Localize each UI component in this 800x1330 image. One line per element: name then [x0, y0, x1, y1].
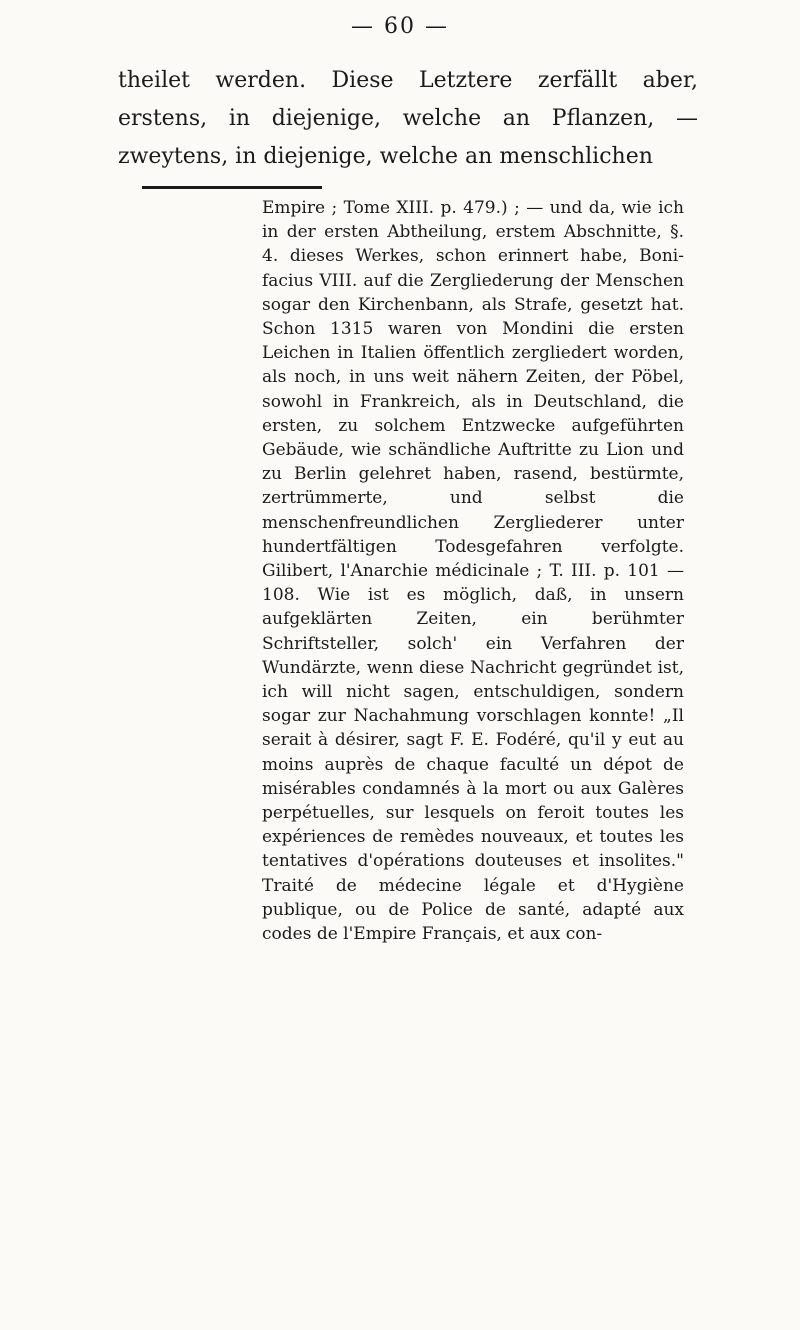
main-text: theilet werden. Diese Letztere zerfällt aber, erstens, in diejenige, welche an Pflanzen, — zweytens, in diejenige, welche an menschlichen [118, 68, 698, 169]
footnote-separator [142, 186, 322, 189]
page-number: — 60 — [351, 14, 449, 39]
footnote-text: Empire ; Tome XIII. p. 479.) ; — und da, wie ich in der ersten Abtheilung, erstem Abschnitte, §. 4. dieses Werkes, schon erinnert habe, Boni-facius VIII. auf die Zergliederung der Menschen sogar den Kirchenbann, als Strafe, gesetzt hat. Schon 1315 waren von Mondini die ersten Leichen in Italien öffentlich zergliedert worden, als noch, in uns weit nähern Zeiten, der Pöbel, sowohl in Frankreich, als in Deutschland, die ersten, zu solchem Entzwecke aufgeführten Gebäude, wie schändliche Auftritte zu Lion und zu Berlin gelehret haben, rasend, bestürmte, zertrümmerte, und selbst die menschenfreundlichen Zergliederer unter hundertfältigen Todesgefahren verfolgte. Gilibert, l'Anarchie médicinale ; T. III. p. 101 — 108. Wie ist es möglich, daß, in unsern aufgeklärten Zeiten, ein berühmter Schriftsteller, solch' ein Verfahren der Wundärzte, wenn diese Nachricht gegründet ist, ich will nicht sagen, entschuldigen, sondern sogar zur Nachahmung vorschlagen konnte! „Il serait à désirer, sagt F. E. Fodéré, qu'il y eut au moins auprès de chaque faculté un dépot de misérables condamnés à la mort ou aux Galères perpétuelles, sur lesquels on feroit toutes les expériences de remèdes nouveaux, et toutes les tentatives d'opérations douteuses et insolites." Traité de médecine légale et d'Hygiène publique, ou de Police de santé, adapté aux codes de l'Empire Français, et aux con- [262, 198, 684, 945]
